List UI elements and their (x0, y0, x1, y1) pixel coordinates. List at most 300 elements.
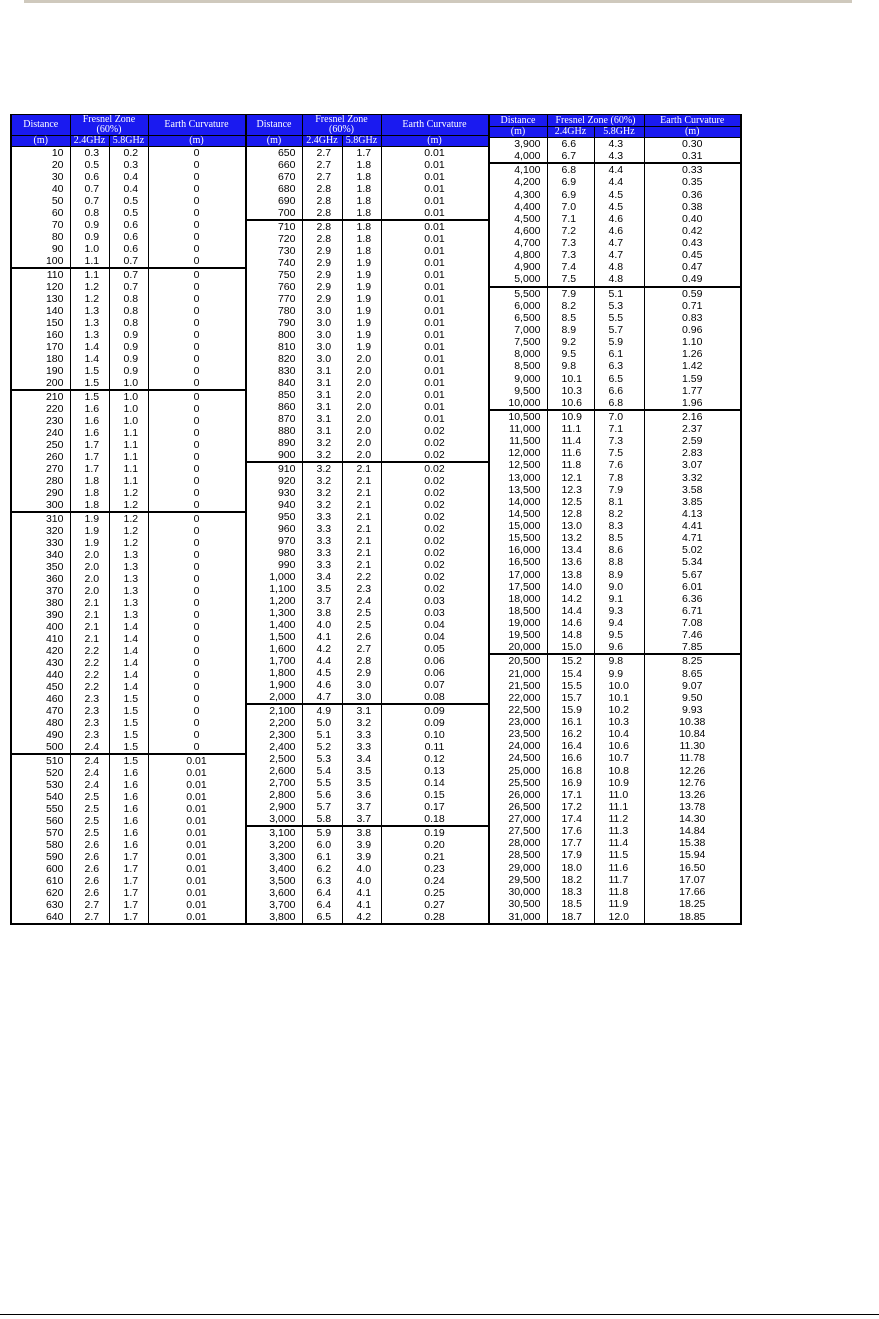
distance-cell: 450 (11, 681, 70, 693)
distance-cell: 1,400 (246, 619, 302, 631)
fresnel-24ghz-cell: 2.7 (70, 899, 109, 911)
earth-curvature-cell: 4.13 (644, 508, 741, 520)
fresnel-table-2 (246, 114, 489, 925)
earth-curvature-cell: 0.83 (644, 312, 741, 324)
earth-curvature-cell: 14.84 (644, 825, 741, 837)
table-row (489, 385, 741, 397)
fresnel-58ghz-cell: 0.9 (109, 329, 148, 341)
fresnel-58ghz-cell: 1.2 (109, 499, 148, 512)
fresnel-24ghz-cell: 1.2 (70, 293, 109, 305)
table-row (11, 159, 245, 171)
fresnel-24ghz-cell: 3.2 (302, 499, 342, 511)
earth-curvature-cell: 12.26 (644, 765, 741, 777)
distance-cell: 3,600 (246, 887, 302, 899)
distance-cell: 19,000 (489, 617, 547, 629)
table-row (489, 556, 741, 568)
fresnel-58ghz-cell: 7.1 (594, 423, 644, 435)
table-row (11, 171, 245, 183)
fresnel-58ghz-cell: 2.0 (342, 425, 381, 437)
earth-curvature-cell: 0.01 (148, 887, 245, 899)
distance-cell: 26,000 (489, 789, 547, 801)
fresnel-58ghz-cell: 5.3 (594, 300, 644, 312)
table-row (489, 825, 741, 837)
fresnel-24ghz-cell: 2.8 (302, 233, 342, 245)
table-row (11, 911, 245, 924)
fresnel-58ghz-cell: 1.1 (109, 439, 148, 451)
fresnel-58ghz-cell: 1.4 (109, 669, 148, 681)
fresnel-24ghz-cell: 12.1 (547, 471, 594, 483)
fresnel-24ghz-cell: 7.3 (547, 237, 594, 249)
earth-curvature-cell: 0 (148, 281, 245, 293)
table-row (11, 499, 245, 512)
fresnel-58ghz-cell: 2.0 (342, 365, 381, 377)
fresnel-58ghz-cell: 4.1 (342, 899, 381, 911)
table-row (11, 195, 245, 207)
fresnel-58ghz-cell: 1.1 (109, 463, 148, 475)
table-row (246, 305, 488, 317)
distance-header: Distance (246, 115, 302, 136)
fresnel-24ghz-cell: 5.5 (302, 777, 342, 789)
fresnel-58ghz-cell: 2.1 (342, 559, 381, 571)
fresnel-58ghz-cell: 1.1 (109, 427, 148, 439)
table-row (246, 839, 488, 851)
fresnel-zone-header: Fresnel Zone (60%) (302, 115, 381, 136)
fresnel-24ghz-cell: 5.4 (302, 765, 342, 777)
earth-curvature-cell: 0.71 (644, 300, 741, 312)
fresnel-24ghz-cell: 2.5 (70, 827, 109, 839)
fresnel-58ghz-cell: 0.7 (109, 281, 148, 293)
distance-cell: 13,000 (489, 471, 547, 483)
distance-cell: 880 (246, 425, 302, 437)
fresnel-24ghz-cell: 0.7 (70, 195, 109, 207)
table-row (489, 273, 741, 286)
distance-cell: 2,700 (246, 777, 302, 789)
fresnel-58ghz-cell: 4.2 (342, 911, 381, 924)
distance-cell: 9,500 (489, 385, 547, 397)
table-row (246, 353, 488, 365)
table-row (489, 397, 741, 410)
distance-cell: 750 (246, 269, 302, 281)
fresnel-24ghz-cell: 15.9 (547, 704, 594, 716)
earth-curvature-cell: 0.33 (644, 163, 741, 176)
distance-cell: 11,500 (489, 435, 547, 447)
earth-curvature-cell: 17.66 (644, 886, 741, 898)
table-row (246, 487, 488, 499)
fresnel-58ghz-cell: 1.3 (109, 573, 148, 585)
table-row (489, 213, 741, 225)
earth-curvature-cell: 2.59 (644, 435, 741, 447)
fresnel-24ghz-cell: 4.2 (302, 643, 342, 655)
earth-curvature-cell: 0 (148, 147, 245, 160)
earth-curvature-cell: 0.01 (381, 245, 488, 257)
distance-cell: 310 (11, 512, 70, 525)
table-row (246, 511, 488, 523)
distance-cell: 4,400 (489, 201, 547, 213)
table-row (489, 508, 741, 520)
distance-cell: 210 (11, 390, 70, 403)
fresnel-24ghz-cell: 0.8 (70, 207, 109, 219)
earth-curvature-cell: 0.01 (381, 293, 488, 305)
table-row (489, 410, 741, 423)
earth-curvature-cell: 3.85 (644, 496, 741, 508)
fresnel-24ghz-cell: 2.6 (70, 851, 109, 863)
table-row (489, 874, 741, 886)
earth-curvature-cell: 0.30 (644, 138, 741, 151)
fresnel-58ghz-cell: 6.1 (594, 348, 644, 360)
earth-curvature-cell: 0.11 (381, 741, 488, 753)
table-row (489, 668, 741, 680)
table-row (489, 348, 741, 360)
fresnel-58ghz-cell: 2.1 (342, 535, 381, 547)
fresnel-58ghz-cell: 1.2 (109, 537, 148, 549)
distance-cell: 20,500 (489, 654, 547, 667)
table-row (11, 183, 245, 195)
distance-cell: 800 (246, 329, 302, 341)
table-row (489, 189, 741, 201)
fresnel-58ghz-cell: 1.7 (109, 863, 148, 875)
earth-curvature-cell: 15.94 (644, 849, 741, 861)
fresnel-24ghz-cell: 5.8 (302, 813, 342, 826)
fresnel-58ghz-cell: 1.8 (342, 159, 381, 171)
distance-unit-header: (m) (11, 136, 70, 147)
fresnel-24ghz-cell: 1.6 (70, 427, 109, 439)
table-row (489, 249, 741, 261)
fresnel-58ghz-cell: 11.9 (594, 898, 644, 910)
table-row (11, 779, 245, 791)
earth-unit-header: (m) (644, 127, 741, 138)
fresnel-24ghz-cell: 3.1 (302, 413, 342, 425)
table-row (489, 336, 741, 348)
earth-curvature-cell: 0.02 (381, 535, 488, 547)
distance-cell: 180 (11, 353, 70, 365)
fresnel-24ghz-cell: 4.4 (302, 655, 342, 667)
earth-curvature-cell: 0 (148, 585, 245, 597)
fresnel-58ghz-cell: 4.5 (594, 201, 644, 213)
earth-curvature-cell: 0.02 (381, 547, 488, 559)
fresnel-24ghz-cell: 18.5 (547, 898, 594, 910)
table-row (489, 862, 741, 874)
fresnel-24ghz-cell: 3.3 (302, 559, 342, 571)
distance-cell: 24,000 (489, 740, 547, 752)
earth-curvature-cell: 0.02 (381, 583, 488, 595)
fresnel-58ghz-cell: 3.9 (342, 839, 381, 851)
table-row (246, 826, 488, 839)
distance-cell: 11,000 (489, 423, 547, 435)
distance-unit-header: (m) (489, 127, 547, 138)
fresnel-table-1 (10, 114, 246, 925)
distance-cell: 490 (11, 729, 70, 741)
table-row (11, 377, 245, 390)
fresnel-58ghz-cell: 0.7 (109, 268, 148, 281)
fresnel-24ghz-cell: 2.6 (70, 875, 109, 887)
earth-curvature-cell: 0 (148, 268, 245, 281)
table-row (11, 512, 245, 525)
table-row (11, 633, 245, 645)
table-row (489, 789, 741, 801)
fresnel-24ghz-cell: 2.2 (70, 645, 109, 657)
fresnel-58ghz-cell: 3.5 (342, 765, 381, 777)
fresnel-58ghz-cell: 3.0 (342, 679, 381, 691)
fresnel-58ghz-cell: 1.6 (109, 827, 148, 839)
fresnel-24ghz-cell: 2.3 (70, 729, 109, 741)
distance-cell: 120 (11, 281, 70, 293)
fresnel-24ghz-cell: 6.5 (302, 911, 342, 924)
table-row (11, 147, 245, 160)
table-row (11, 243, 245, 255)
distance-cell: 290 (11, 487, 70, 499)
distance-cell: 1,100 (246, 583, 302, 595)
earth-curvature-cell: 0 (148, 475, 245, 487)
fresnel-24ghz-cell: 6.3 (302, 875, 342, 887)
distance-cell: 830 (246, 365, 302, 377)
distance-cell: 930 (246, 487, 302, 499)
fresnel-24ghz-cell: 3.1 (302, 389, 342, 401)
distance-cell: 110 (11, 268, 70, 281)
table-row (11, 317, 245, 329)
fresnel-24ghz-cell: 3.7 (302, 595, 342, 607)
fresnel-58ghz-cell: 3.5 (342, 777, 381, 789)
fresnel-24ghz-cell: 2.7 (70, 911, 109, 924)
fresnel-58ghz-cell: 1.5 (109, 754, 148, 767)
fresnel-58ghz-cell: 1.3 (109, 561, 148, 573)
table-row (246, 377, 488, 389)
distance-cell: 160 (11, 329, 70, 341)
fresnel-24ghz-cell: 1.3 (70, 329, 109, 341)
distance-cell: 320 (11, 525, 70, 537)
fresnel-58ghz-cell: 2.2 (342, 571, 381, 583)
fresnel-58ghz-cell: 4.8 (594, 273, 644, 286)
fresnel-58ghz-cell: 0.8 (109, 317, 148, 329)
earth-curvature-header: Earth Curvature (644, 115, 741, 127)
table-row (489, 544, 741, 556)
fresnel-58ghz-cell: 1.6 (109, 839, 148, 851)
distance-cell: 410 (11, 633, 70, 645)
fresnel-24ghz-cell: 10.1 (547, 372, 594, 384)
fresnel-24ghz-cell: 6.8 (547, 163, 594, 176)
fresnel-58ghz-cell: 9.5 (594, 629, 644, 641)
distance-cell: 4,200 (489, 176, 547, 188)
fresnel-24ghz-cell: 8.5 (547, 312, 594, 324)
bottom-rule (0, 1314, 879, 1315)
earth-curvature-cell: 7.85 (644, 641, 741, 654)
table-row (489, 176, 741, 188)
distance-cell: 620 (11, 887, 70, 899)
table-row (11, 353, 245, 365)
distance-cell: 200 (11, 377, 70, 390)
fresnel-24ghz-cell: 3.0 (302, 305, 342, 317)
earth-curvature-cell: 6.71 (644, 605, 741, 617)
earth-curvature-cell: 0.01 (381, 159, 488, 171)
fresnel-58ghz-cell: 11.3 (594, 825, 644, 837)
fresnel-58ghz-cell: 1.3 (109, 585, 148, 597)
distance-cell: 400 (11, 621, 70, 633)
fresnel-24ghz-cell: 0.9 (70, 231, 109, 243)
fresnel-24ghz-cell: 2.7 (302, 159, 342, 171)
earth-curvature-cell: 0 (148, 573, 245, 585)
earth-curvature-cell: 0 (148, 669, 245, 681)
earth-curvature-cell: 9.07 (644, 680, 741, 692)
table-row (246, 655, 488, 667)
distance-cell: 20,000 (489, 641, 547, 654)
fresnel-58ghz-cell: 8.2 (594, 508, 644, 520)
table-row (246, 717, 488, 729)
fresnel-58ghz-cell: 1.1 (109, 475, 148, 487)
fresnel-24ghz-cell: 14.2 (547, 593, 594, 605)
table-row (246, 159, 488, 171)
fresnel-58ghz-cell: 3.2 (342, 717, 381, 729)
distance-cell: 21,000 (489, 668, 547, 680)
earth-curvature-cell: 12.76 (644, 777, 741, 789)
fresnel-24ghz-cell: 7.5 (547, 273, 594, 286)
table-row (11, 487, 245, 499)
fresnel-24ghz-cell: 1.7 (70, 463, 109, 475)
fresnel-58ghz-cell: 0.6 (109, 231, 148, 243)
distance-cell: 220 (11, 403, 70, 415)
table-row (489, 581, 741, 593)
earth-curvature-cell: 0 (148, 451, 245, 463)
fresnel-24ghz-cell: 2.9 (302, 293, 342, 305)
fresnel-24ghz-cell: 18.3 (547, 886, 594, 898)
table-row (246, 281, 488, 293)
fresnel-24ghz-cell: 14.8 (547, 629, 594, 641)
distance-cell: 100 (11, 255, 70, 268)
fresnel-24ghz-cell: 1.7 (70, 439, 109, 451)
fresnel-24ghz-cell: 6.9 (547, 176, 594, 188)
distance-cell: 10 (11, 147, 70, 160)
fresnel-24ghz-cell: 11.1 (547, 423, 594, 435)
fresnel-24ghz-cell: 1.9 (70, 537, 109, 549)
distance-cell: 660 (246, 159, 302, 171)
distance-cell: 370 (11, 585, 70, 597)
distance-cell: 440 (11, 669, 70, 681)
table-row (246, 523, 488, 535)
table-row (489, 496, 741, 508)
table-row (246, 851, 488, 863)
table-row (11, 525, 245, 537)
earth-curvature-cell: 0.02 (381, 425, 488, 437)
earth-curvature-cell: 0 (148, 681, 245, 693)
table-row (489, 447, 741, 459)
table-row (489, 654, 741, 667)
fresnel-58ghz-cell: 2.1 (342, 475, 381, 487)
fresnel-24ghz-cell: 3.0 (302, 317, 342, 329)
earth-curvature-cell: 0.35 (644, 176, 741, 188)
fresnel-58ghz-cell: 0.9 (109, 341, 148, 353)
table-row (246, 207, 488, 220)
fresnel-58ghz-cell: 1.6 (109, 791, 148, 803)
fresnel-24ghz-cell: 2.8 (302, 220, 342, 233)
earth-curvature-cell: 0 (148, 219, 245, 231)
earth-curvature-cell: 0.15 (381, 789, 488, 801)
table-row (11, 669, 245, 681)
fresnel-24ghz-cell: 2.2 (70, 669, 109, 681)
distance-cell: 820 (246, 353, 302, 365)
table-row (11, 657, 245, 669)
distance-cell: 31,000 (489, 910, 547, 924)
fresnel-24ghz-cell: 11.8 (547, 459, 594, 471)
table-row (489, 692, 741, 704)
distance-cell: 1,800 (246, 667, 302, 679)
fresnel-58ghz-cell: 10.3 (594, 716, 644, 728)
earth-curvature-cell: 0 (148, 353, 245, 365)
distance-cell: 470 (11, 705, 70, 717)
distance-cell: 3,700 (246, 899, 302, 911)
fresnel-58ghz-cell: 2.0 (342, 353, 381, 365)
fresnel-24ghz-cell: 2.8 (302, 207, 342, 220)
fresnel-24ghz-cell: 1.5 (70, 377, 109, 390)
distance-cell: 740 (246, 257, 302, 269)
table-row (246, 147, 488, 160)
distance-cell: 2,000 (246, 691, 302, 704)
fresnel-58ghz-cell: 1.9 (342, 317, 381, 329)
fresnel-24ghz-cell: 12.8 (547, 508, 594, 520)
fresnel-58ghz-cell: 1.0 (109, 377, 148, 390)
distance-cell: 7,500 (489, 336, 547, 348)
table-row (489, 138, 741, 151)
distance-cell: 17,500 (489, 581, 547, 593)
table-row (246, 741, 488, 753)
fresnel-24ghz-cell: 4.7 (302, 691, 342, 704)
fresnel-24ghz-cell: 0.9 (70, 219, 109, 231)
distance-cell: 860 (246, 401, 302, 413)
fresnel-58ghz-cell: 1.8 (342, 195, 381, 207)
earth-curvature-cell: 5.34 (644, 556, 741, 568)
earth-curvature-cell: 1.96 (644, 397, 741, 410)
table-row (11, 390, 245, 403)
fresnel-24ghz-cell: 3.3 (302, 535, 342, 547)
earth-curvature-cell: 1.59 (644, 372, 741, 384)
earth-curvature-cell: 0 (148, 633, 245, 645)
earth-curvature-cell: 0 (148, 377, 245, 390)
fresnel-58ghz-cell: 7.0 (594, 410, 644, 423)
fresnel-24ghz-cell: 2.4 (70, 779, 109, 791)
fresnel-58ghz-cell: 0.2 (109, 147, 148, 160)
distance-cell: 2,300 (246, 729, 302, 741)
distance-cell: 460 (11, 693, 70, 705)
distance-cell: 550 (11, 803, 70, 815)
distance-cell: 30,500 (489, 898, 547, 910)
distance-cell: 3,300 (246, 851, 302, 863)
earth-curvature-cell: 0.01 (148, 767, 245, 779)
distance-cell: 520 (11, 767, 70, 779)
fresnel-24ghz-cell: 9.8 (547, 360, 594, 372)
table-row (11, 231, 245, 243)
earth-curvature-cell: 0.24 (381, 875, 488, 887)
earth-curvature-cell: 0.01 (381, 401, 488, 413)
distance-cell: 2,800 (246, 789, 302, 801)
earth-curvature-cell: 5.02 (644, 544, 741, 556)
earth-curvature-cell: 0 (148, 415, 245, 427)
earth-curvature-cell: 0.31 (644, 150, 741, 163)
earth-curvature-cell: 0 (148, 463, 245, 475)
distance-cell: 50 (11, 195, 70, 207)
fresnel-58ghz-cell: 9.1 (594, 593, 644, 605)
distance-cell: 690 (246, 195, 302, 207)
earth-curvature-cell: 0 (148, 171, 245, 183)
distance-cell: 630 (11, 899, 70, 911)
fresnel-58ghz-cell: 10.6 (594, 740, 644, 752)
fresnel-24ghz-cell: 5.9 (302, 826, 342, 839)
fresnel-58ghz-cell: 0.3 (109, 159, 148, 171)
fresnel-24ghz-cell: 16.6 (547, 752, 594, 764)
earth-curvature-cell: 0.02 (381, 571, 488, 583)
earth-curvature-cell: 11.78 (644, 752, 741, 764)
fresnel-24ghz-cell: 1.8 (70, 487, 109, 499)
distance-cell: 4,000 (489, 150, 547, 163)
table-row (11, 475, 245, 487)
earth-curvature-cell: 0.02 (381, 523, 488, 535)
fresnel-24ghz-cell: 2.9 (302, 269, 342, 281)
